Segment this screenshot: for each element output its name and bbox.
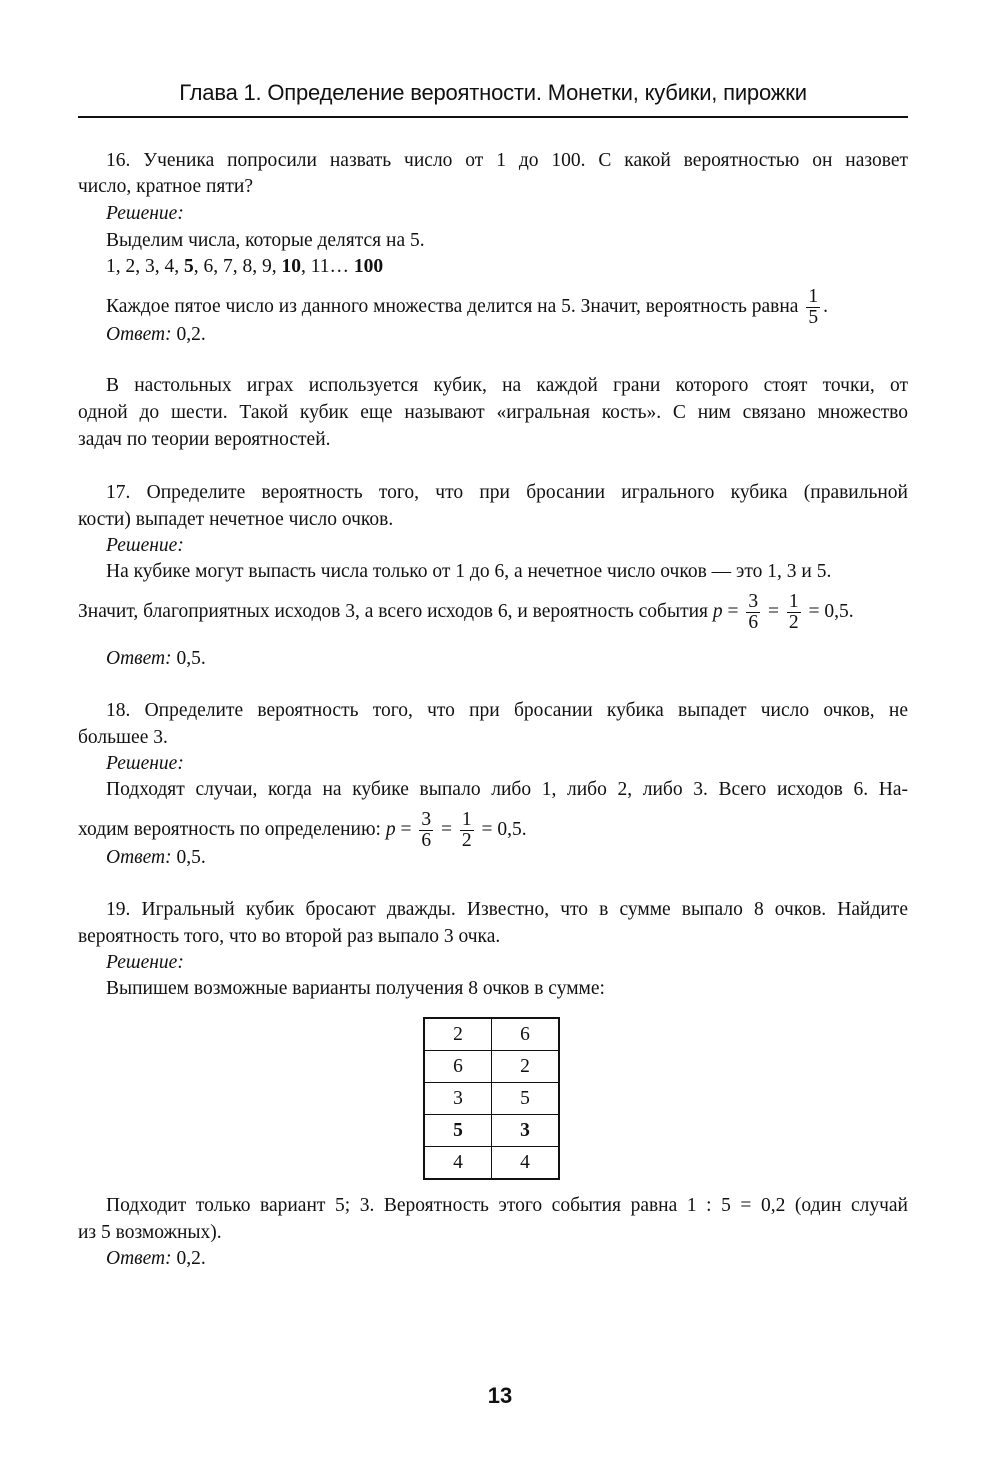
intro-line-3: задач по теории вероятностей.	[78, 429, 331, 450]
p18-line-4-text: ходим вероятность по определению:	[78, 819, 386, 840]
p16-line-5: Каждое пятое число из данного множества делится на 5. Значит, вероятность равна $\frac{1}{5}$ .	[106, 285, 828, 329]
fraction-one-half: $\frac{1}{2}$	[461, 808, 472, 852]
seq-bold-100: 100	[353, 256, 384, 277]
p16-sequence	[106, 254, 908, 280]
fraction-one-half: $\frac{1}{2}$	[788, 590, 799, 634]
table-row: 3 5	[424, 1083, 559, 1115]
intro-line-1: В настольных играх используется кубик, на каждой грани которого стоят точки, от	[106, 375, 908, 396]
p19-answer	[106, 1246, 908, 1272]
p19-line-5: из 5 возможных).	[78, 1222, 222, 1243]
p18-line-2: большее 3.	[78, 727, 168, 748]
p16-line-1: 16. Ученика попросили назвать число от 1 до 100. С какой вероятностью он назовет	[106, 150, 908, 171]
p16-answer	[106, 322, 908, 348]
p17-line-3: На кубике могут выпасть числа только от 1 до 6, а нечетное число очков — это 1, 3 и 5.	[106, 561, 832, 582]
seq-bold-10: 10	[281, 256, 301, 277]
table-row: 4 4	[424, 1147, 559, 1180]
seq-bold-5: 5	[184, 256, 194, 277]
p18-line-1: 18. Определите вероятность того, что при бросании кубика выпадет число очков, не	[106, 700, 908, 721]
header-rule	[78, 116, 908, 118]
p-variable: p	[385, 819, 396, 840]
p16-line-2: число, кратное пяти?	[78, 176, 253, 197]
answer-value: 0,5.	[171, 648, 206, 669]
seq-part: , 11…	[301, 256, 354, 277]
p18-answer	[106, 845, 908, 871]
answer-value: 0,5.	[171, 847, 206, 868]
answer-label: Ответ:	[106, 1248, 172, 1269]
answer-label: Ответ:	[106, 324, 172, 345]
fraction-three-sixths: $\frac{3}{6}$	[748, 590, 759, 634]
p19-line-3: Выпишем возможные варианты получения 8 очков в сумме:	[106, 978, 605, 999]
p17-answer	[106, 646, 908, 672]
answer-value: 0,2.	[171, 324, 206, 345]
p17-line-4-text: Значит, благоприятных исходов 3, а всего исходов 6, и вероятность события	[78, 601, 709, 622]
intro-line-2: одной до шести. Такой кубик еще называют «игральная кость». С ним связано множество	[78, 402, 908, 423]
p16-solution-label: Решение:	[106, 203, 184, 224]
p19-line-2: вероятность того, что во второй раз выпало 3 очка.	[78, 926, 501, 947]
answer-label: Ответ:	[106, 847, 172, 868]
answer-value: 0,2.	[171, 1248, 206, 1269]
p19-solution-label: Решение:	[106, 952, 184, 973]
table-row: 2 6	[424, 1018, 559, 1051]
p16-line-3: Выделим числа, которые делятся на 5.	[106, 230, 425, 251]
page-number: 13	[487, 1383, 513, 1408]
table-row: 6 2	[424, 1051, 559, 1083]
fraction-one-fifth: $\frac{1}{5}$	[808, 285, 819, 329]
sum-variants-table	[423, 1017, 560, 1180]
chapter-header: Глава 1. Определение вероятности. Монетки, кубики, пирожки	[179, 80, 807, 105]
p18-line-4: ходим вероятность по определению: p = $\frac{3}{6}$ = $\frac{1}{2}$ = 0,5.	[78, 808, 527, 852]
fraction-three-sixths: $\frac{3}{6}$	[421, 808, 432, 852]
answer-label: Ответ:	[106, 648, 172, 669]
p-variable: p	[712, 601, 723, 622]
p18-solution-label: Решение:	[106, 753, 184, 774]
p16-line-5-text: Каждое пятое число из данного множества делится на 5. Значит, вероятность равна	[106, 296, 799, 317]
p17-solution-label: Решение:	[106, 535, 184, 556]
p19-line-4: Подходит только вариант 5; 3. Вероятность этого события равна 1 : 5 = 0,2 (один случай	[106, 1195, 908, 1216]
p17-line-1: 17. Определите вероятность того, что при бросании игрального кубика (правильной	[106, 482, 908, 503]
p19-line-1: 19. Игральный кубик бросают дважды. Известно, что в сумме выпало 8 очков. Найдите	[106, 899, 908, 920]
p18-line-3: Подходят случаи, когда на кубике выпало либо 1, либо 2, либо 3. Всего исходов 6. На-	[106, 779, 908, 800]
p17-line-2: кости) выпадет нечетное число очков.	[78, 509, 394, 530]
seq-part: , 6, 7, 8, 9,	[193, 256, 282, 277]
p17-line-4: Значит, благоприятных исходов 3, а всего исходов 6, и вероятность события p = $\frac{3}{6}$ = $\frac{1}{2}$ = 0,5.	[78, 590, 854, 634]
table-row-highlighted: 5 3	[424, 1115, 559, 1147]
seq-part: 1, 2, 3, 4,	[106, 256, 184, 277]
